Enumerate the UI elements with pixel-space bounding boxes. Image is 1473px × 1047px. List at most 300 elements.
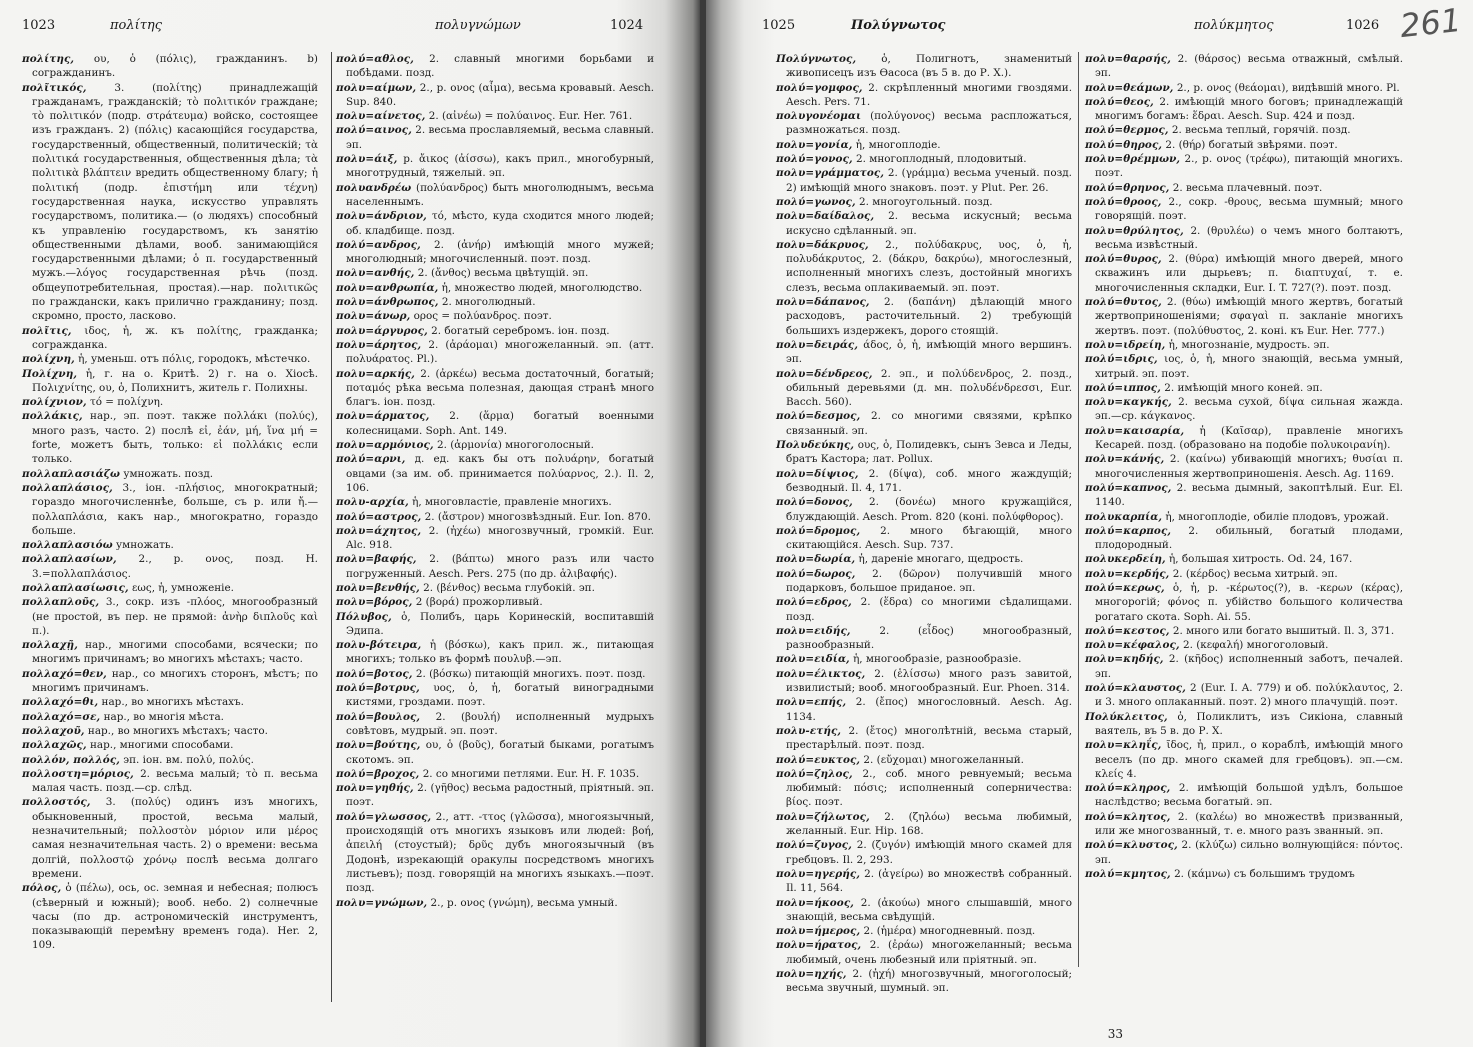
entry-headword: πολλαπλασίων, [22,553,117,566]
dictionary-entry [776,138,1072,152]
entry-definition: нар., многими способами. [86,739,234,752]
entry-definition: нар., во многихъ мѣстахъ. [98,696,244,709]
entry-headword: πολύ=θηρος, [1085,138,1163,151]
dictionary-entry [336,452,654,495]
dictionary-entry [336,581,654,595]
entry-headword: πολυ=βόρος, [336,596,413,609]
entry-definition: 2. обильный, богатый плодами, плодородный. [1095,524,1403,552]
entry-headword: πόλος, [22,882,62,895]
entry-headword: πολλαπλοῦς, [22,596,100,609]
entry-definition: 2. (δονέω) много кружащійся, блуждающій. Aesch. Prom. 820 (коні. πολύφθορος). [786,496,1072,523]
entry-headword: Πολυδεύκης, [776,439,855,452]
dictionary-entry [1085,338,1403,352]
dictionary-entry [336,238,654,267]
dictionary-entry [1085,181,1403,195]
dictionary-entry [336,152,654,181]
entry-definition: 2., р. ονος (θεάομαι), видѣвшій много. Pl. [1173,81,1400,94]
dictionary-entry [22,753,318,767]
dictionary-entry [22,638,318,667]
dictionary-entry [22,881,318,952]
dictionary-entry [1085,681,1403,710]
entry-headword: πολυ=βούτης, [336,739,421,752]
guide-word: πολίτης [110,18,162,33]
dictionary-entry [776,938,1072,967]
dictionary-entry [1085,81,1403,95]
entry-headword: πολυ=ήκοος, [776,896,854,909]
entry-headword: πολύ=κλυστος, [1085,839,1178,852]
entry-headword: πολυ=θρύλητος, [1085,224,1184,237]
dictionary-entry [1085,781,1403,810]
entry-definition: 2. много или богато вышитый. Il. 3, 371. [1169,624,1395,637]
dictionary-entry [776,295,1072,338]
entry-headword: πολλαπλάσιος, [22,481,113,494]
entry-definition: 2. весьма малый; τὸ π. весьма малая часть. позд.—ср. слѣд. [32,767,318,795]
right-page [706,0,1473,1047]
entry-definition: (πολύανδρος) быть многолюднымъ, весьма населеннымъ. [346,181,654,208]
dictionary-entry [1085,123,1403,137]
page-number: 1025 [762,18,796,33]
entry-headword: πολυ=αρκής, [336,367,416,380]
entry-definition: р. ἄικος (ἀίσσω), какъ прил., многобурный, многотрудный, тяжелый. эп. [346,153,654,180]
entry-headword: πολλαπλασίωσις, [22,581,129,594]
entry-definition: 2. скрѣпленный многими гвоздями. Aesch. Pers. 71. [786,81,1072,108]
dictionary-entry [336,81,654,110]
entry-definition: ἡ, многоплодіе. [852,138,941,151]
dictionary-entry [1085,352,1403,381]
entry-definition: 2. (ἄστρον) многозвѣздный. Eur. Ion. 870. [421,510,651,523]
dictionary-entry [336,324,654,338]
entry-definition: нар., эп. поэт. также πολλάκι (πολύς), много разъ, часто. 2) послѣ εἰ, ἐάν, μή, ἵνα μή = forte, можетъ быть, только: εἰ πολλάκις если только. [32,410,318,466]
dictionary-entry [776,552,1072,566]
entry-definition: 2., р. ονος (αἷμα), весьма кровавый. Aesch. Sup. 840. [346,81,654,108]
entry-definition: 2. (κέρδος) весьма хитрый. эп. [1169,567,1338,580]
entry-headword: πολλοστη=μόριος, [22,767,134,780]
dictionary-entry [776,195,1072,209]
entry-definition: 2., соб. много ревнуемый; весьма любимый: πόσις; исполненный соперничества: βίος. поэт. [786,767,1072,809]
entry-headword: πολλοστός, [22,796,91,809]
entry-definition: 2. (καίνω) убивающій многихъ; θυσίαι π. многочисленныя жертвоприношенія. Aesch. Ag. 1169. [1095,453,1403,480]
guide-word: Πολύγνωτος [851,18,946,33]
entry-definition: εως, ἡ, умноженіе. [128,581,234,594]
entry-definition: 2. имѣющій много боговъ; принадлежащій многимъ богамъ: ἕδραι. Aesch. Sup. 424 и позд. [1095,95,1403,123]
entry-headword: πολύ=αστρος, [336,510,422,523]
dictionary-entry [776,695,1072,724]
entry-headword: πολίχνη, [22,353,75,366]
entry-headword: πολλαχό=θεν, [22,667,107,680]
entry-headword: πολύ=ιππος, [1085,381,1161,394]
entry-headword: πολυ=άνωρ, [336,310,411,323]
dictionary-entry [336,109,654,123]
entry-definition: 2. (βόσκω) питающій многихъ. поэт. позд. [412,667,646,680]
entry-headword: πολυ=κληΐς, [1085,739,1162,752]
entry-definition: 2. (ἀκούω) много слышавшій, много знающій, весьма свѣдущій. [786,896,1072,923]
dictionary-entry [1085,381,1403,395]
dictionary-entry [22,724,318,738]
entry-headword: πολλαπλασιάζω [22,467,121,480]
entry-headword: πολύ=γλωσσος, [336,810,432,823]
entry-headword: πολύ=καπνος, [1085,481,1172,494]
entry-definition: 2. весьма дымный, закоптѣлый. Eur. El. 1140. [1095,481,1403,509]
entry-definition: 3., іон. -πλήσιος, многократный; гораздо многочисленнѣе, больше, съ р. или ἤ.—πολλαπλάσια, какъ нар., многократно, гораздо больше. [32,481,318,537]
entry-definition: 2. имѣющій большой удѣлъ, большое наслѣдство; весьма богатый. эп. [1095,782,1403,809]
entry-definition: эп. іон. вм. πολύ, πολύς. [119,753,254,766]
dictionary-entry [1085,152,1403,181]
entry-definition: 2. весьма прославляемый, весьма славный. эп. [346,124,654,151]
entry-definition: 2. (βουλή) исполненный мудрыхъ совѣтовъ, мудрый. эп. поэт. [346,710,654,737]
dictionary-entry [1085,652,1403,681]
entry-definition: ἡ, дареніе многаго, щедрость. [855,553,1024,566]
entry-definition: 2. (ζηλόω) весьма любимый, желанный. Eur. Hip. 168. [786,810,1072,838]
dictionary-entry [1085,838,1403,867]
entry-definition: умножать. [112,539,174,552]
dictionary-entry [336,338,654,367]
entry-definition: нар., во многія мѣста. [100,710,224,723]
entry-headword: πολυ=ιδρείη, [1085,338,1166,351]
dictionary-entry [776,495,1072,524]
dictionary-entry [1085,738,1403,781]
entry-definition: ἡ, уменьш. отъ πόλις, городокъ, мѣстечко. [74,353,311,366]
dictionary-entry [336,181,654,210]
right-page-column-2 [1085,52,1403,881]
entry-definition: 2. многоплодный, плодовитый. [852,153,1027,166]
page-number: 1024 [610,18,644,33]
entry-headword: πολυγονέομαι [776,110,862,123]
entry-headword: πολύ=ιδρις, [1085,353,1158,366]
entry-definition: 2. (βάπτω) много разъ или часто погруженный. Aesch. Pers. 275 (по др. ἁλιβαφής). [346,553,654,580]
entry-definition: ἡ, многознаніе, мудрость. эп. [1165,338,1330,351]
entry-headword: πολύ=βροχος, [336,767,420,780]
entry-definition: ἡ, многоплодіе, обиліе плодовъ, урожай. [1162,510,1389,523]
entry-definition: 2. (ἀγείρω) во множествѣ собранный. Il. 11, 564. [786,867,1072,895]
dictionary-entry [776,409,1072,438]
entry-definition: 2. (αἰνέω) = πολύαινος. Eur. Her. 761. [425,110,633,123]
entry-definition: нар., во многихъ мѣстахъ; часто. [84,724,268,737]
dictionary-entry [22,581,318,595]
entry-headword: πολυ=κηδής, [1085,653,1164,666]
entry-headword: πολύ=κλαυστος, [1085,682,1186,695]
dictionary-entry [1085,552,1403,566]
dictionary-entry [22,767,318,796]
dictionary-entry [336,281,654,295]
entry-definition: 3. (πολύς) одинъ изъ многихъ, обыкновенный, простой, весьма малый, незначительный; πολλοστὸν μόριον или μέρος самая незначительная часть. 2) о времени: весьма долгій, πολλοστῷ χρόνῳ послѣ весьма долгаго времени. [32,796,318,880]
entry-headword: πολυ=άιξ, [336,153,398,166]
dictionary-entry [336,767,654,781]
entry-headword: πολύ=ζηλος, [776,767,853,780]
entry-headword: πολύ=αρνι, [336,453,406,466]
entry-headword: πολυ=βενθής, [336,581,420,594]
entry-definition: ἡ (βόσκω), какъ прил. ж., питающая многихъ; только въ формѣ πουλυβ.—эп. [346,639,654,666]
entry-headword: πολυ=βαφής, [336,553,417,566]
dictionary-entry [22,738,318,752]
dictionary-entry [336,309,654,323]
dictionary-entry [336,610,654,639]
entry-definition: τό, мѣсто, куда сходится много людей; об. кладбище. позд. [346,210,654,237]
entry-headword: πολυ=άρητος, [336,338,422,351]
dictionary-entry [336,123,654,152]
handwritten-folio-number: 261 [1398,0,1463,46]
entry-headword: πολυ-αρχία, [336,496,409,509]
entry-definition: 2. богатый серебромъ. іон. позд. [427,324,610,337]
dictionary-entry [336,781,654,810]
entry-definition: 2., сокр. -θρους, весьма шумный; много говорящій. поэт. [1095,195,1403,223]
entry-headword: πολυ=δάκρυος, [776,238,869,251]
dictionary-entry [22,552,318,581]
entry-definition: άδος, ὁ, ἡ, имѣющій много вершинъ. эп. [786,338,1072,366]
entry-definition: 2. весьма плачевный. поэт. [1169,181,1323,194]
signature-mark: 33 [1107,1027,1123,1041]
entry-definition: 2. (δίψα), соб. много жаждущій; безводный. Il. 4, 171. [786,467,1072,494]
entry-headword: πολυ=ήρατος, [776,939,862,952]
dictionary-entry [1085,867,1403,881]
entry-definition: 2. многолюдный. [438,296,536,309]
entry-definition: ιος, ὁ, ἡ, много знающій, весьма умный, хитрый. эп. поэт. [1095,353,1403,380]
left-page-column-1 [22,52,318,953]
dictionary-entry [776,338,1072,367]
dictionary-entry [776,367,1072,410]
dictionary-entry [776,438,1072,467]
entry-definition: 3. (πολίτης) принадлежащій гражданамъ, гражданскій; τὸ πολιτικόν граждане; τὸ πολιτικόν (подр. στράτευμα) войско, состоящее изъ гражданъ. 2) (πόλις) касающійся государства, государственный, общественный, политическій; τὰ πολιτικά государственныя, общественныя дѣла; τὰ πολιτικὰ βλάπτειν вредить общественному благу; ἡ πολιτική (подр. ἐπιστήμη или τέχνη) государственная наука, искусство управлять государствомъ, политика.— (о людяхъ) способный къ управленію государствомъ, къ занятію общественными дѣлами, вооб. занимающійся государственными дѣлами; ὁ π. государственный мужъ.—λόγος государственная рѣчь (позд. общеупотребительная, простая).—нар. πολιτικῶς по граждански, какъ прилично гражданину; позд. скромно, просто, ласково. [32,81,318,323]
entry-headword: πολυ=ζήλωτος, [776,810,870,823]
entry-headword: πολυ=δένδρεος, [776,367,873,380]
entry-definition: 2. (ἁρμονία) многоголосный. [433,439,594,452]
dictionary-entry [1085,95,1403,124]
entry-definition: (πολύγονος) весьма распложаться, размножаться. позд. [786,110,1072,137]
dictionary-entry [336,710,654,739]
entry-headword: πολύ=καρπος, [1085,524,1172,537]
entry-definition: ὁ (πέλω), ось, ос. земная и небесная; полюсъ (сѣверный и южный); вооб. небо. 2) солнечные часы (по др. астрономическій инструментъ, показывающій перемѣну временъ года). Her. 2, 109. [32,882,318,952]
entry-headword: πολύ=γομφος, [776,81,863,94]
entry-definition: ιδος, ἡ, ж. къ πολίτης, гражданка; согражданка. [32,324,318,351]
dictionary-entry [1085,224,1403,253]
entry-headword: πολυανδρέω [336,181,412,194]
entry-headword: πολυ=ανθής, [336,267,415,280]
entry-headword: πολύ=κληρος, [1085,782,1171,795]
dictionary-entry [1085,638,1403,652]
dictionary-entry [1085,252,1403,295]
entry-headword: πολύ=βοτρυς, [336,682,420,695]
entry-headword: πολυ-βότειρα, [336,639,422,652]
entry-definition: 2. со многими связями, крѣпко связанный. эп. [786,410,1072,437]
entry-headword: πολυ=αρμόνιος, [336,439,434,452]
entry-headword: πολυ=γράμματος, [776,167,885,180]
entry-definition: 2. (γῆθος) весьма радостный, пріятный. эп. поэт. [346,782,654,809]
entry-definition: ἡ, большая хитрость. Od. 24, 167. [1165,553,1353,566]
entry-definition: 2. (κεφαλή) многоголовый. [1179,639,1329,652]
entry-headword: πολυ=άνθρωπος, [336,296,439,309]
dictionary-entry [776,724,1072,753]
entry-definition: ους, ὁ, Полидевкъ, сынъ Зевса и Леды, братъ Кастора; лат. Pollux. [786,439,1072,466]
dictionary-entry [336,810,654,896]
entry-headword: πολύ=ανδρος, [336,238,421,251]
entry-headword: πολύ=γονος, [776,153,853,166]
dictionary-entry [1085,481,1403,510]
entry-definition: 2. (κάμνω) съ большимъ трудомъ [1170,867,1355,880]
dictionary-entry [336,266,654,280]
entry-definition: д. ед. какъ бы отъ πολυάρην, богатый овцами (за им. об. принимается πολύαρνος, 2.). Il. 2, 106. [346,453,654,494]
dictionary-entry [22,795,318,881]
dictionary-entry [1085,138,1403,152]
entry-headword: πολύ=θεος, [1085,95,1154,108]
entry-headword: πολύ=ζυγος, [776,839,852,852]
entry-headword: πολύ=δωρος, [776,567,856,580]
left-page [0,0,700,1047]
entry-headword: πολυ=θεάμων, [1085,81,1174,94]
entry-definition: ἡ, множество людей, многолюдство. [438,281,643,294]
entry-definition: ορος = πολύανδρος. поэт. [410,310,552,323]
dictionary-entry [22,667,318,696]
entry-definition: 2. (ἀράομαι) многожеланный. эп. (атт. πολυάρατος. Pl.). [346,338,654,366]
entry-headword: πολυ=άργυρος, [336,324,428,337]
entry-definition: ου, ὁ (πόλις), гражданинъ. b) согражданинъ. [32,53,318,80]
entry-definition: 2. много бѣгающій, много скитающійся. Aesch. Sup. 737. [786,524,1072,552]
entry-definition: ἡ, многообразіе, разнообразіе. [849,653,1022,666]
dictionary-entry [336,896,654,910]
entry-definition: нар., многими способами, всячески; по многимъ причинамъ; во многихъ мѣстахъ; часто. [32,639,318,666]
dictionary-entry [1085,424,1403,453]
entry-definition: ἡ, многовластіе, правленіе многихъ. [408,496,612,509]
entry-definition: 2. (ἀνήρ) имѣющій много мужей; многолюдный; многочисленный. поэт. позд. [346,238,654,266]
dictionary-entry [22,409,318,466]
dictionary-entry [336,738,654,767]
dictionary-entry [336,510,654,524]
dictionary-entry [22,324,318,353]
dictionary-entry [1085,710,1403,739]
dictionary-entry [22,467,318,481]
entry-headword: πολυ=γηθής, [336,782,414,795]
dictionary-entry [1085,195,1403,224]
dictionary-entry [776,52,1072,81]
entry-definition: 2. (ἡμέρα) многодневный. позд. [860,925,1036,938]
entry-headword: πολυ=γνώμων, [336,896,428,909]
dictionary-entry [336,438,654,452]
entry-headword: πολυ=κερδής, [1085,567,1170,580]
right-page-column-1 [776,52,1079,995]
entry-definition: 2. (καλέω) во множествѣ призванный, или же многозванный, т. е. много разъ званный. эп. [1095,810,1403,838]
dictionary-entry [1085,624,1403,638]
dictionary-entry [1085,295,1403,338]
entry-headword: Πολύκλειτος, [1085,710,1168,723]
dictionary-entry [336,409,654,438]
entry-definition: 2. (ἅρμα) богатый военными колесницами. Soph. Ant. 149. [346,410,654,437]
dictionary-entry [776,567,1072,596]
entry-headword: πολυ=δίψιος, [776,467,859,480]
entry-headword: πολύ=θυρος, [1085,253,1162,266]
entry-headword: πολυ=άχητος, [336,524,422,537]
entry-definition: умножать. позд. [120,467,214,480]
entry-definition: ἡ (Καῖσαρ), правленіе многихъ Кесарей. позд. (образовано на подобіе πολυκοιρανίη). [1095,424,1403,452]
entry-definition: ου, ὁ (βοῦς), богатый быками, рогатымъ скотомъ. эп. [346,739,654,766]
entry-definition: 2 (βορά) прожорливый. [412,596,543,609]
entry-definition: 2. многоугольный. позд. [855,195,993,208]
entry-headword: πολυ=επής, [776,696,847,709]
entry-definition: 2. (ἕδρα) со многими сѣдалищами. позд. [786,596,1072,623]
entry-headword: πολλαχό=σε, [22,710,101,723]
entry-headword: πολίχνιον, [22,396,87,409]
entry-definition: 2. (κῆδος) исполненный заботъ, печалей. эп. [1095,653,1403,680]
entry-headword: πολυ=θρέμμων, [1085,153,1181,166]
dictionary-entry [1085,52,1403,81]
dictionary-entry [22,52,318,81]
entry-definition: 2., р. ονος (γνώμη), весьма умный. [427,896,618,909]
dictionary-entry [776,652,1072,666]
entry-headword: πολύ=θυτος, [1085,296,1162,309]
entry-definition: 2. эп., и πολύδενδρος, 2. позд., обильный деревьями (д. мн. πολυδένδρεσσι, Eur. Bacch. 560). [786,367,1072,409]
entry-definition: ὁ, Поликлитъ, изъ Сикіона, славный ваятель, въ 5 в. до Р. Х. [1095,710,1403,737]
entry-definition: 3., сокр. изъ -πλόος, многообразный (не простой, въ пер. не прямой: ἀνὴρ διπλοῦς καὶ π.). [32,596,318,637]
dictionary-entry [776,867,1072,896]
entry-definition: 2. (θάρσος) весьма отважный, смѣлый. эп. [1095,53,1403,80]
entry-headword: πολλαχῇ, [22,639,78,652]
entry-headword: πολύ=δρομος, [776,524,861,537]
entry-headword: πολλόν, πολλός, [22,753,120,766]
entry-definition: 2. (βένθος) весьма глубокій. эп. [419,581,595,594]
entry-definition: 2. весьма искусный; весьма искусно сдѣланный. эп. [786,210,1072,237]
dictionary-entry [776,753,1072,767]
dictionary-entry [776,624,1072,653]
dictionary-entry [22,481,318,538]
entry-headword: πολυ=ήμερος, [776,925,861,938]
entry-headword: πολύ=αθλος, [336,53,414,65]
entry-headword: πολλάκις, [22,410,83,423]
entry-definition: 2. (θύω) имѣющій много жертвъ, богатый жертвоприношеніями; σφαγαὶ π. закланіе многихъ жертвъ. поэт. (πολύθυστος, 2. коні. къ Eur. Her. 777.) [1095,296,1403,337]
entry-headword: πολλαχοῦ, [22,724,85,737]
dictionary-entry [22,595,318,638]
entry-headword: πολυ=κέφαλος, [1085,639,1180,652]
entry-definition: 2. (ἐράω) многожеланный; весьма любимый, очень любезный или пріятный. эп. [786,939,1072,966]
entry-definition: 2. (εἶδος) многообразный, разнообразный. [786,624,1072,652]
entry-headword: πολλαπλασιόω [22,539,113,552]
dictionary-entry [336,638,654,667]
entry-headword: πολύ=κλητος, [1085,810,1171,823]
entry-headword: πολλαχό=θι, [22,696,99,709]
guide-word: πολυγνώμων [435,18,521,33]
entry-headword: πολύ=δεσμος, [776,410,861,423]
entry-headword: πολυ=ειδής, [776,624,851,637]
entry-headword: πολυ=άνδριον, [336,210,427,223]
entry-definition: ὁ, Полибъ, царь Коринѳскій, воспитавшій Эдипа. [346,610,654,637]
dictionary-entry [22,710,318,724]
dictionary-entry [776,838,1072,867]
entry-definition: 2., атт. -ττος (γλῶσσα), многоязычный, происходящій отъ многихъ языковъ или людей: βοή, ἀπειλή (стоустый); δρῦς дубъ многоязычный (въ Додонѣ, изрекающій оракулы посредствомъ многихъ листьевъ); позд. говорящій на многихъ языкахъ.—поэт. позд. [346,810,654,895]
dictionary-entry [776,109,1072,138]
entry-headword: πολυ=θαρσής, [1085,53,1171,65]
entry-definition: ἡ, г. на о. Критѣ. 2) г. на о. Хіосѣ. Πολιχνίτης, ου, ὁ, Полихнитъ, житель г. Полихны. [32,367,318,394]
entry-headword: πολύ=δονος, [776,496,853,509]
dictionary-entry [336,681,654,710]
dictionary-entry [22,352,318,366]
entry-definition: 2. (ἔτος) многолѣтній, весьма старый, престарѣлый. поэт. позд. [786,724,1072,752]
dictionary-entry [776,467,1072,496]
entry-headword: πολύ=θρηνος, [1085,181,1170,194]
entry-definition: 2. (ἠχέω) многозвучный, громкій. Eur. Alc. 918. [346,524,654,552]
entry-definition: 2. (γράμμα) весьма ученый. позд. 2) имѣющій много знаковъ. поэт. у Plut. Per. 26. [786,167,1072,194]
dictionary-entry [1085,395,1403,424]
entry-headword: πολύ=θροος, [1085,195,1162,208]
entry-headword: Πολίχνη, [22,367,78,380]
entry-definition: 2. весьма теплый, горячій. позд. [1168,124,1351,137]
entry-headword: πολίτης, [22,53,75,65]
dictionary-entry [1085,524,1403,553]
entry-definition: 2 (Eur. I. A. 779) и об. πολύκλαυτος, 2. и 3. много оплаканный. поэт. 2) много плачущій. поэт. [1095,682,1403,709]
entry-definition: 2. имѣющій много коней. эп. [1160,381,1323,394]
entry-definition: 2., πολύδακρυς, υος, ὁ, ἡ, πολυδάκρυτος, 2. (δάκρυ, δακρύω), многослезный, исполненный многихъ слезъ, достойный многихъ слезъ, весьма оплакиваемый. эп. поэт. [786,238,1072,294]
dictionary-entry [336,524,654,553]
entry-definition: 2. весьма сухой, δίψα сильная жажда. эп.—ср. κάγκανος. [1095,396,1403,423]
entry-definition: 2. (ἀρκέω) весьма достаточный, богатый; ποταμός рѣка весьма полезная, дающая странѣ много благъ. іон. позд. [346,367,654,409]
entry-definition: 2. (ἄνθος) весьма цвѣтущій. эп. [414,267,589,280]
dictionary-entry [1085,510,1403,524]
entry-definition: 2., р. ονος, позд. H. 3.=πολλαπλάσιος. [32,553,318,580]
